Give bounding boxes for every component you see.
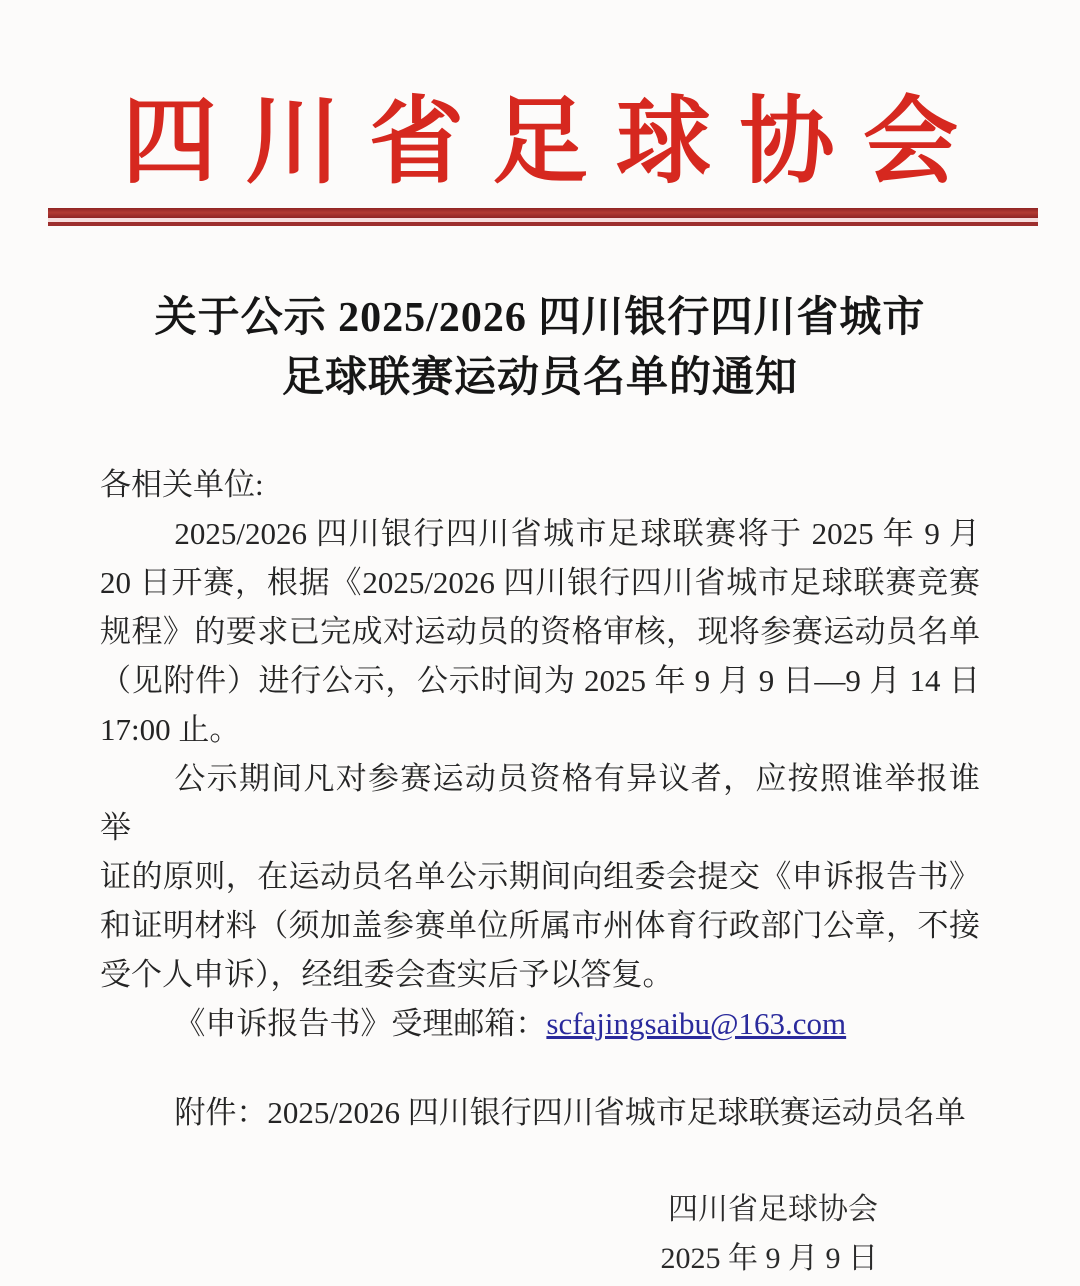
paragraph1-line: 17:00 止。 xyxy=(100,712,241,747)
paragraph1-line: 20 日开赛，根据《2025/2026 四川银行四川省城市足球联赛竞赛 xyxy=(100,565,980,600)
notice-body xyxy=(100,460,980,1283)
divider-thin-line xyxy=(48,222,1038,226)
paragraph2-line: 证的原则，在运动员名单公示期间向组委会提交《申诉报告书》 xyxy=(100,859,980,894)
org-letterhead-title: 四川省足球协会 xyxy=(121,89,987,195)
notice-title xyxy=(0,288,1080,408)
paragraph2-line: 和证明材料（须加盖参赛单位所属市州体育行政部门公章，不接 xyxy=(100,908,980,943)
signature-block xyxy=(100,1185,980,1283)
paragraph2-line: 受个人申诉），经组委会查实后予以答复。 xyxy=(100,957,674,992)
appeal-email-link[interactable]: scfajingsaibu@163.com xyxy=(546,1006,847,1041)
notice-title-line1: 关于公示 2025/2026 四川银行四川省城市 xyxy=(154,295,926,341)
paragraph2-line: 公示期间凡对参赛运动员资格有异议者，应按照谁举报谁举 xyxy=(100,761,980,845)
paragraph1-line: 2025/2026 四川银行四川省城市足球联赛将于 2025 年 9 月 xyxy=(174,516,980,551)
paragraph1-line: 规程》的要求已完成对运动员的资格审核，现将参赛运动员名单 xyxy=(100,614,980,649)
appeal-mailbox-label: 《申诉报告书》受理邮箱： xyxy=(174,1006,547,1041)
attachment-line: 附件：2025/2026 四川银行四川省城市足球联赛运动员名单 xyxy=(174,1095,966,1130)
paragraph1-line: （见附件）进行公示，公示时间为 2025 年 9 月 9 日—9 月 14 日 xyxy=(100,663,980,698)
appeal-mailbox-line xyxy=(100,999,980,1048)
signature-date: 2025 年 9 月 9 日 xyxy=(660,1242,878,1275)
letterhead-divider xyxy=(48,208,1038,226)
notice-title-line2: 足球联赛运动员名单的通知 xyxy=(281,355,798,401)
salutation: 各相关单位: xyxy=(100,467,264,502)
signature-org: 四川省足球协会 xyxy=(668,1193,878,1226)
divider-thick-line xyxy=(48,208,1038,218)
